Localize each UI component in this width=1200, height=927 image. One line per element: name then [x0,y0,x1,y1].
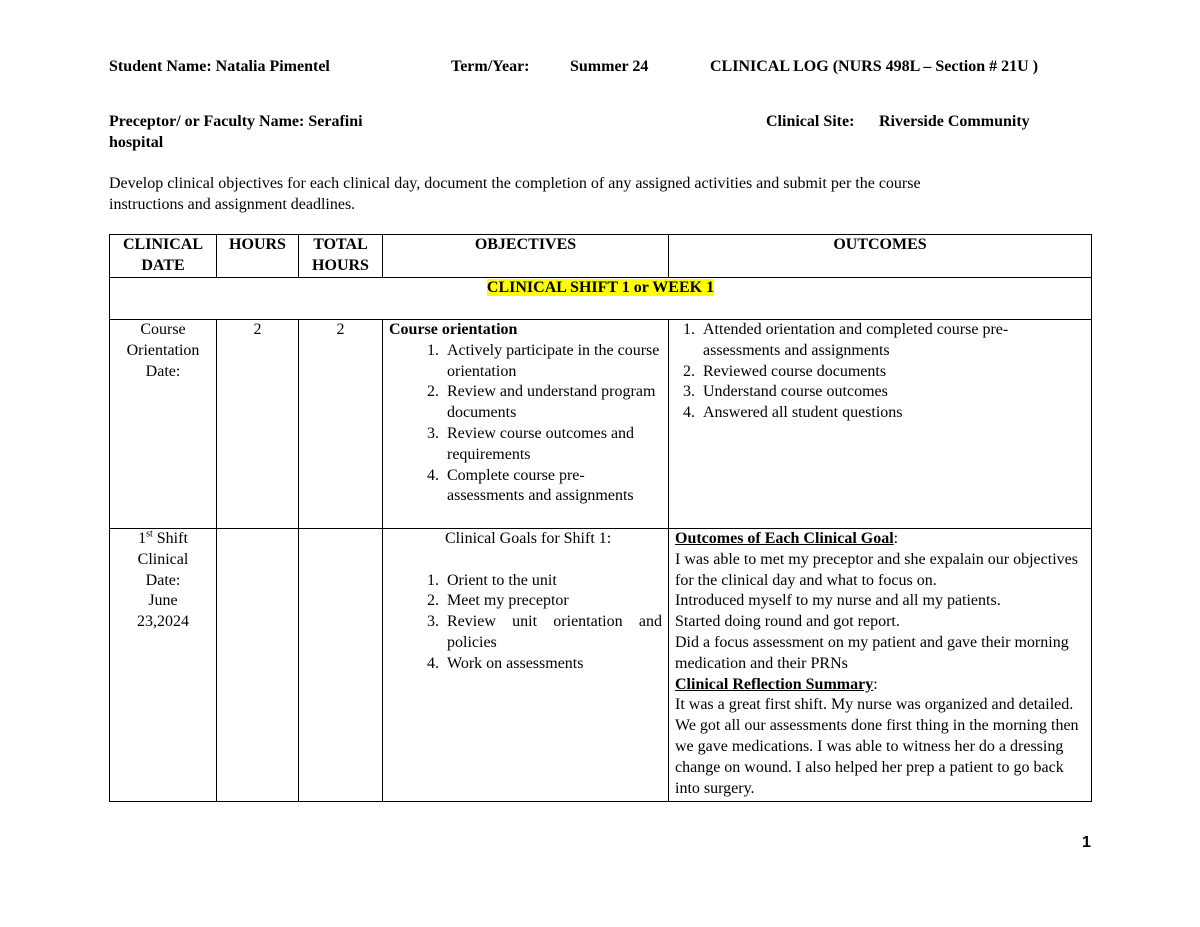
page-number: 1 [1082,834,1091,851]
list-item: 2. Reviewed course documents [699,362,1085,383]
row2-total-hours [299,529,383,802]
student-name: Student Name: Natalia Pimentel [109,58,330,75]
row2-objectives: Clinical Goals for Shift 1: 1. Orient to the unit 2. Meet my preceptor 3. Review unit orientation and policies 4. Work on assessments [383,529,669,802]
col-total-hours: TOTAL HOURS [299,235,383,278]
col-objectives: OBJECTIVES [383,235,669,278]
list-item: 2. Meet my preceptor [443,591,662,612]
term-label: Term/Year: [451,58,530,75]
list-item: 3. Review course outcomes and requirements [443,424,662,466]
col-hours: HOURS [217,235,299,278]
table-header-row [110,235,1092,278]
reflection-heading: Clinical Reflection Summary [675,675,874,693]
preceptor-name: Preceptor/ or Faculty Name: Serafini [109,113,363,130]
row1-hours: 2 [217,320,299,529]
log-title: CLINICAL LOG (NURS 498L – Section # 21U ) [710,58,1039,75]
list-item: 2. Review and understand program documents [443,382,662,424]
col-outcomes: OUTCOMES [669,235,1092,278]
clinical-site-label: Clinical Site: [766,113,855,130]
instructions-line-1: Develop clinical objectives for each clinical day, document the completion of any assigned activities and submit per the course [109,175,921,192]
list-item: 3. Understand course outcomes [699,382,1085,403]
col-clinical-date: CLINICAL DATE [110,235,217,278]
preceptor-name-continued: hospital [109,134,164,151]
list-item: 4. Work on assessments [443,654,662,675]
outcomes-heading: Outcomes of Each Clinical Goal [675,530,894,547]
row1-objectives: Course orientation 1. Actively participate in the course orientation 2. Review and understand program documents 3. Review course outcomes and requirements 4. Complete course pre-assessments and assignments [383,320,669,529]
clinical-log-table [109,234,1092,802]
row2-hours [217,529,299,802]
list-item: 3. Review unit orientation and policies [443,612,662,654]
table-row [110,529,1092,802]
table-row [110,320,1092,529]
row2-date: 1st Shift Clinical Date: June 23,2024 [110,529,217,802]
list-item: 4. Complete course pre-assessments and assignments [443,466,662,508]
row1-total-hours: 2 [299,320,383,529]
term-value: Summer 24 [570,58,649,75]
row1-date: Course Orientation Date: [110,320,217,529]
clinical-site-value: Riverside Community [879,113,1030,130]
reflection-text: It was a great first shift. My nurse was organized and detailed. We got all our assessments done first thing in the morning then we gave medications. I was able to witness her do a dressing change on wound. I also helped her prep a patient to go back into surgery. [675,696,1079,797]
row2-outcomes: Outcomes of Each Clinical Goal: I was able to met my preceptor and she expalain our objectives for the clinical day and what to focus on. Introduced myself to my nurse and all my patients. Started doing round and got report. Did a focus assessment on my patient and gave their morning medication and their PRNs Clinical Reflection Summary: It was a great first shift. My nurse was organized and detailed. We got all our assessments done first thing in the morning then we gave medications. I was able to witness her do a dressing change on wound. I also helped her prep a patient to go back into surgery. [669,529,1092,802]
list-item: 1. Orient to the unit [443,571,662,592]
section-title: CLINICAL SHIFT 1 or WEEK 1 [486,279,715,296]
list-item: 1. Attended orientation and completed course pre-assessments and assignments [699,320,1085,362]
list-item: 4. Answered all student questions [699,403,1085,424]
list-item: 1. Actively participate in the course orientation [443,341,662,383]
instructions-line-2: instructions and assignment deadlines. [109,196,356,213]
row1-outcomes [669,320,1092,529]
section-row [110,278,1092,320]
